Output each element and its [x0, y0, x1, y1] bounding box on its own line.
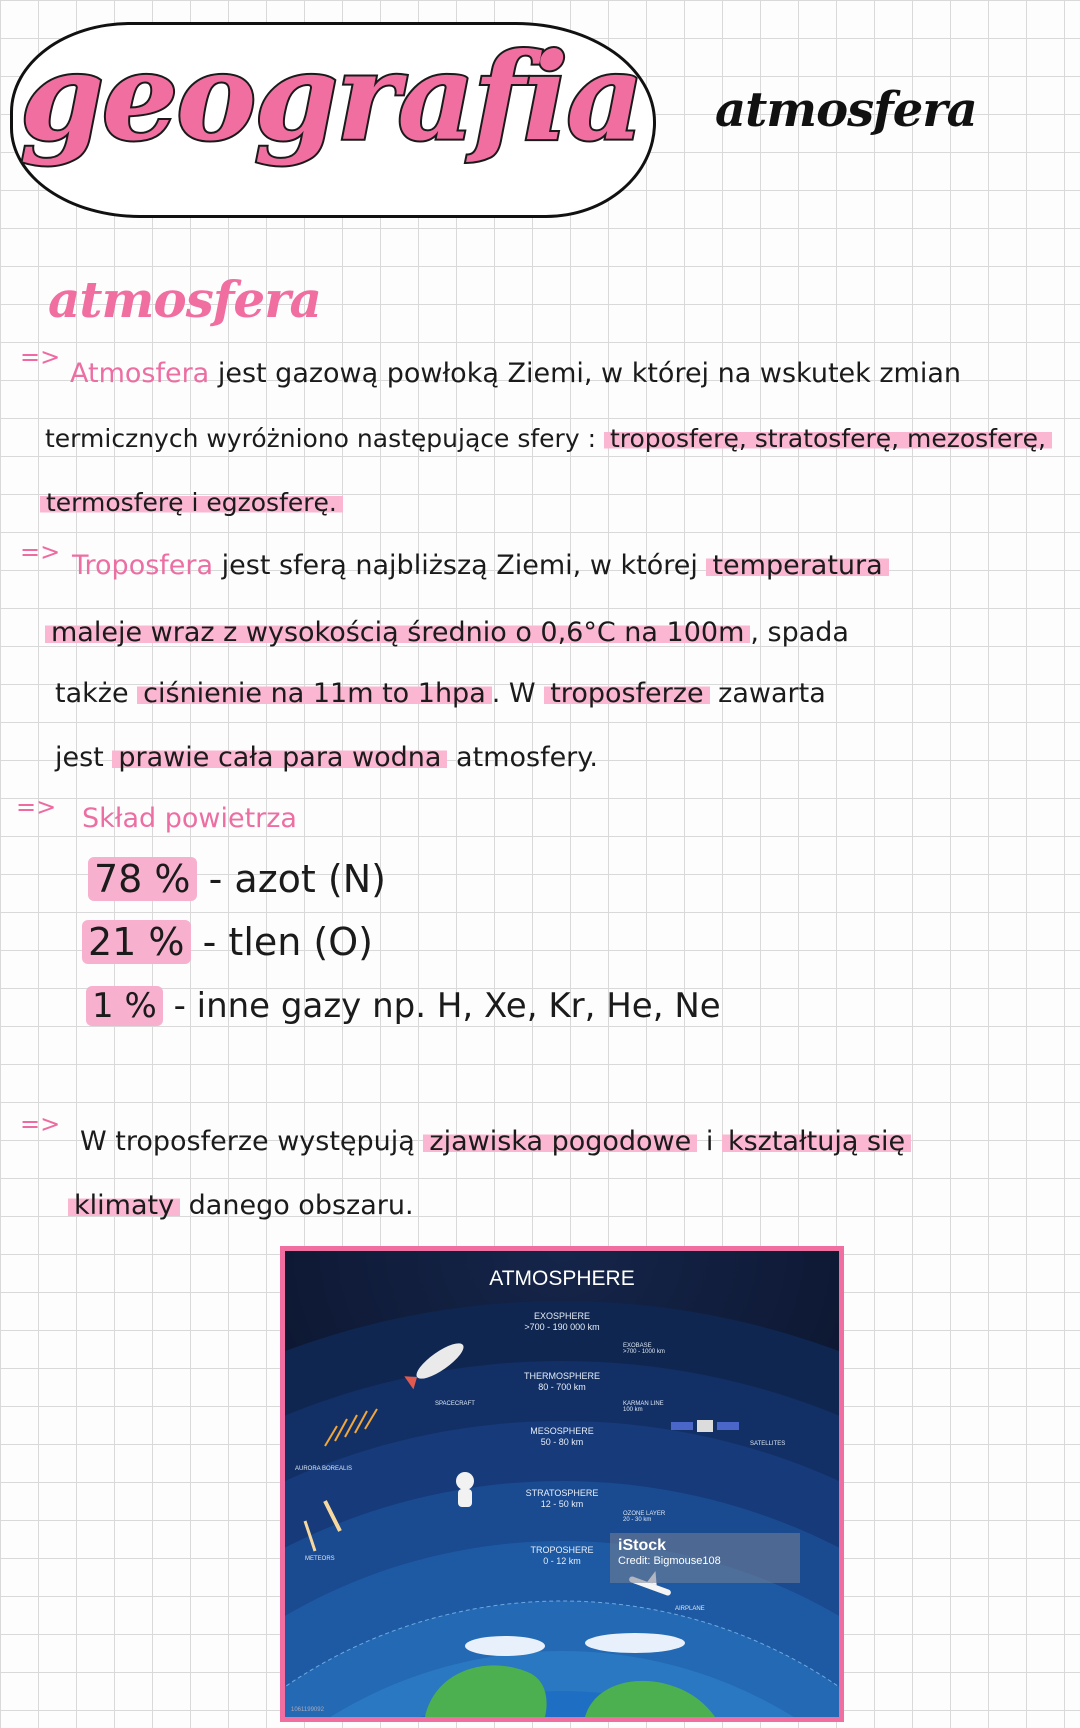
composition-item — [88, 857, 386, 901]
p2-line2-text: , spada — [750, 617, 849, 648]
layer-label-exosphere — [285, 1311, 839, 1333]
exobase-name: EXOBASE — [623, 1343, 652, 1349]
composition-percent: 78 % — [88, 857, 197, 901]
p2-line3-highlight: ciśnienie na 11m to 1hpa — [137, 678, 492, 709]
watermark — [610, 1533, 800, 1583]
spacecraft-label: SPACECRAFT — [435, 1401, 475, 1407]
composition-text: - tlen (O) — [202, 920, 373, 964]
meteors-label: METEORS — [305, 1556, 335, 1562]
page-subtitle: atmosfera — [715, 82, 977, 138]
composition-item — [86, 986, 721, 1026]
layer-name: EXOSPHERE — [533, 1311, 591, 1321]
layer-name: STRATOSPHERE — [525, 1488, 599, 1498]
infographic-title: ATMOSPHERE — [489, 1267, 635, 1290]
image-id: 1061199092 — [291, 1707, 324, 1713]
p2-line2-highlight: maleje wraz z wysokością średnio o 0,6°C na 100m — [45, 617, 750, 648]
layer-label-thermosphere — [285, 1371, 839, 1393]
p4-line1-a: W troposferze występują — [80, 1126, 415, 1157]
p1-line2-highlight: troposferę, stratosferę, mezosferę, — [604, 424, 1052, 453]
p2-line2 — [45, 617, 849, 648]
p1-line2-text: termicznych wyróżniono następujące sfery : — [45, 424, 597, 453]
p4-line1-highlight: zjawiska pogodowe — [423, 1126, 697, 1157]
composition-percent: 1 % — [86, 986, 163, 1026]
airplane-label: AIRPLANE — [675, 1606, 705, 1612]
ozone-name: OZONE LAYER — [623, 1511, 666, 1517]
layer-name: TROPOSHERE — [530, 1545, 594, 1555]
satellites-label: SATELLITES — [750, 1441, 786, 1447]
p2-line1-highlight: temperatura — [706, 550, 888, 581]
arrow-icon: => — [20, 343, 61, 371]
layer-range: 50 - 80 km — [540, 1436, 584, 1447]
exobase-label — [623, 1343, 665, 1355]
aurora-label: AURORA BOREALIS — [295, 1466, 353, 1472]
p2-line4-a: jest — [55, 742, 104, 773]
p2-line1 — [72, 550, 889, 581]
karman-range: 100 km — [623, 1407, 643, 1413]
exobase-range: >700 - 1000 km — [623, 1349, 665, 1355]
p2-line4-b: atmosfery. — [456, 742, 598, 773]
p1-keyword: Atmosfera — [70, 358, 210, 389]
p4-line2-text: danego obszaru. — [188, 1190, 414, 1221]
watermark-credit: Credit: Bigmouse108 — [618, 1555, 721, 1567]
layer-range: 80 - 700 km — [538, 1381, 586, 1392]
p2-line4 — [55, 742, 598, 773]
p4-line1-b: i — [705, 1126, 714, 1157]
layer-name: MESOSPHERE — [530, 1426, 594, 1436]
composition-text: - azot (N) — [208, 857, 386, 901]
p2-line3 — [55, 678, 826, 709]
ozone-label — [623, 1511, 665, 1523]
layer-range: >700 - 190 000 km — [524, 1321, 600, 1332]
p4-line1-highlight2: kształtują się — [722, 1126, 911, 1157]
p2-line3-a: także — [55, 678, 129, 709]
atmosphere-infographic — [280, 1246, 844, 1722]
karman-name: KARMAN LINE — [623, 1401, 664, 1407]
p4-line2-highlight: klimaty — [68, 1190, 180, 1221]
arrow-icon: => — [20, 1110, 61, 1138]
arrow-icon: => — [20, 538, 61, 566]
p2-line4-highlight: prawie cała para wodna — [112, 742, 447, 773]
karman-label — [623, 1401, 664, 1413]
composition-item — [82, 920, 373, 964]
p1-line3-highlight: termosferę i egzosferę. — [40, 488, 343, 517]
watermark-brand: iStock — [618, 1537, 667, 1554]
page-title: geografia — [20, 27, 643, 168]
ozone-range: 20 - 30 km — [623, 1517, 652, 1523]
composition-percent: 21 % — [82, 920, 191, 964]
p2-line3-b: . W — [491, 678, 536, 709]
p2-keyword: Troposfera — [72, 550, 214, 581]
layer-range: 0 - 12 km — [543, 1555, 581, 1566]
p2-line1-text: jest sferą najbliższą Ziemi, w której — [221, 550, 698, 581]
p1-line1-text: jest gazową powłoką Ziemi, w której na wskutek zmian — [217, 358, 962, 389]
arrow-icon: => — [16, 793, 57, 821]
p1-line2 — [45, 424, 1052, 453]
p4-line1 — [80, 1126, 911, 1157]
composition-heading: Skład powietrza — [82, 803, 297, 834]
section-heading: atmosfera — [48, 270, 321, 329]
layer-range: 12 - 50 km — [540, 1498, 584, 1509]
p4-line2 — [68, 1190, 414, 1221]
p1-line1 — [70, 358, 961, 389]
layer-label-stratosphere — [285, 1488, 839, 1510]
layer-name: THERMOSPHERE — [523, 1371, 600, 1381]
p2-line3-highlight2: troposferze — [544, 678, 709, 709]
p1-line3 — [40, 488, 343, 517]
composition-text: - inne gazy np. H, Xe, Kr, He, Ne — [173, 986, 721, 1026]
p2-line3-c: zawarta — [718, 678, 826, 709]
